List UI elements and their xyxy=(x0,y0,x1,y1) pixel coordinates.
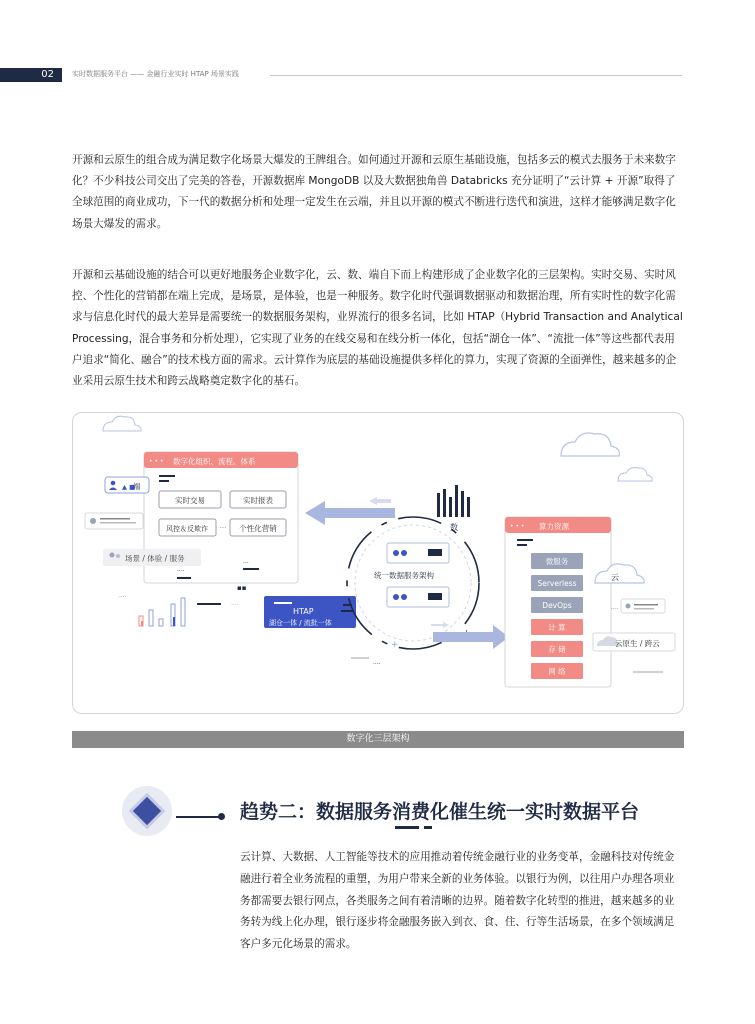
mini-bar xyxy=(159,619,163,626)
compute-item-label: 存 储 xyxy=(548,645,566,654)
svg-text:····: ···· xyxy=(177,568,185,575)
section-connector-dot xyxy=(218,813,225,820)
scenario-label: 场景 / 体验 / 服务 xyxy=(125,554,185,563)
header-rule xyxy=(270,75,682,76)
svg-text:····: ···· xyxy=(231,602,239,609)
user-icon xyxy=(111,481,116,486)
figure-caption: 数字化三层架构 xyxy=(72,731,684,748)
cloud-icon xyxy=(103,416,141,431)
svg-text:▲ ■: ▲ ■ xyxy=(122,483,136,491)
tile-label: 实时交易 xyxy=(175,496,205,505)
paragraph-1: 开源和云原生的组合成为满足数字化场景大爆发的王牌组合。如何通过开源和云原生基础设施，包括多云的模式去服务于未来数字化？不少科技公司交出了完美的答卷，开源数据库 MongoDB 以及大数据独角兽 Databricks 充分证明了“云计算 + 开源”取得了全球范围的商业成功，下一代的数据分析和处理一定发生在云端，并且以开源的模式不断进行迭代和演进，这样才能够满足数字化场景大爆发的需求。 xyxy=(72,154,676,230)
ellipsis: ··· xyxy=(219,524,227,532)
compute-item-label: Serverless xyxy=(537,579,577,588)
compute-panel-title: 算力资源 xyxy=(539,522,569,531)
mini-bar xyxy=(149,610,153,626)
compute-item-label: 计 算 xyxy=(548,623,566,632)
section-connector xyxy=(176,816,222,818)
svg-text:····: ···· xyxy=(373,661,381,668)
unified-label: 统一数据服务架构 xyxy=(374,571,434,580)
page-number: 02 xyxy=(0,68,62,82)
tile-label: 实时报表 xyxy=(243,496,273,505)
htap-title: HTAP xyxy=(293,607,314,616)
person-icon xyxy=(110,553,115,558)
compute-item-label: DevOps xyxy=(542,601,572,610)
svg-text:···: ··· xyxy=(243,560,249,567)
central-ring xyxy=(347,517,479,649)
arrow-right xyxy=(433,625,509,649)
org-panel-title: 数字化组织、流程、体系 xyxy=(173,457,256,466)
cloud-icon xyxy=(561,433,619,456)
section-paragraph: 云计算、大数据、人工智能等技术的应用推动着传统金融行业的业务变革，金融科技对传统金融进行着全业务流程的重塑，为用户带来全新的业务体验。以银行为例，以往用户办理各项业务都需要去银行网点，各类服务之间有着清晰的边界。随着数字化转型的推进，越来越多的业务转为线上化办理，银行逐步将金融服务嵌入到衣、食、住、行等生活场景，在多个领域满足客户多元化场景的需求。 xyxy=(240,851,675,951)
svg-text:• • •: • • • xyxy=(149,458,164,465)
section-underline xyxy=(424,826,432,829)
svg-text:• • •: • • • xyxy=(510,523,525,530)
svg-text:····: ···· xyxy=(119,594,127,601)
architecture-figure xyxy=(72,412,684,714)
cloud-label: 云 xyxy=(611,573,619,582)
tile-label: 风控＆反欺诈 xyxy=(166,525,208,533)
svg-text:+: + xyxy=(391,640,399,650)
compute-item-label: 网 络 xyxy=(548,667,566,676)
cloud-icon xyxy=(618,468,652,481)
compute-item-label: 微服务 xyxy=(545,557,569,566)
mini-bar xyxy=(181,598,185,626)
data-label: 数 xyxy=(450,523,458,532)
cloud-native-label: 云原生 / 跨云 xyxy=(615,639,660,648)
section-underline xyxy=(395,826,419,829)
end-label: 端 xyxy=(133,482,141,491)
htap-sub: 湖仓一体 / 流批一体 xyxy=(269,619,332,627)
running-title: 实时数据服务平台 —— 金融行业实时 HTAP 场景实践 xyxy=(72,70,239,78)
tile-label: 个性化营销 xyxy=(239,524,277,533)
data-bars-icon xyxy=(437,485,470,517)
svg-text:▪▪: ▪▪ xyxy=(237,584,247,592)
arrow-left-small xyxy=(369,497,391,505)
arrow-right-small xyxy=(431,622,449,628)
section-title: 趋势二：数据服务消费化催生统一实时数据平台 xyxy=(240,801,640,823)
paragraph-2: 开源和云基础设施的结合可以更好地服务企业数字化，云、数、端自下而上构建形成了企业数字化的三层架构。实时交易、实时风控、个性化的营销都在端上完成，是场景，是体验，也是一种服务。数字化时代强调数据驱动和数据治理，所有实时性的数字化需求与信息化时代的最大差异是需要统一的数据服务架构，业界流行的很多名词，比如 HTAP（Hybrid Transaction and Analytical Processing，混合事务和分析处理），它实现了业务的在线交易和在线分析一体化，包括“湖仓一体”、“流批一体”等这些都代表用户追求“简化、融合”的技术栈方面的需求。云计算作为底层的基础设施提供多样化的算力，实现了资源的全面弹性，越来越多的企业采用云原生技术和跨云战略奠定数字化的基石。 xyxy=(72,269,683,388)
arrow-left xyxy=(305,501,395,525)
svg-text:····: ···· xyxy=(611,606,619,613)
mini-bar-chart xyxy=(139,598,185,626)
person-icon xyxy=(116,554,120,558)
